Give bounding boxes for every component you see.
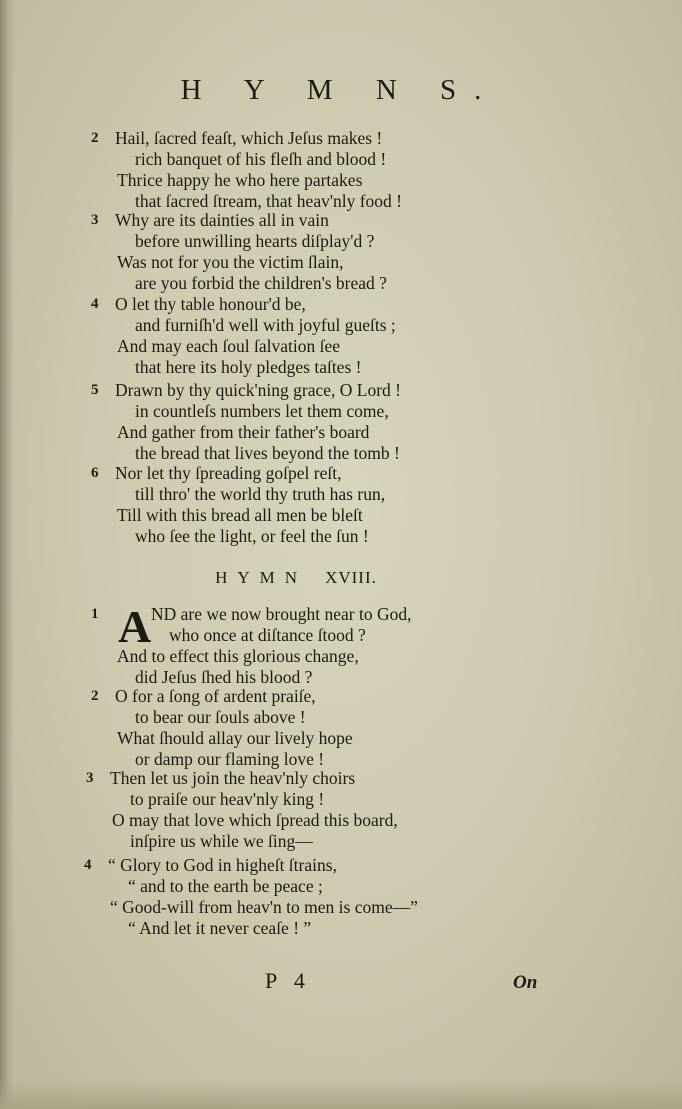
stanza-number: 2: [91, 688, 99, 704]
verse-line: or damp our flaming love !: [135, 749, 325, 769]
verse-line: [91, 463, 385, 484]
stanza: [91, 686, 353, 770]
running-title: H Y M N S.: [180, 74, 500, 106]
verse-line: rich banquet of his fleſh and blood !: [135, 149, 387, 169]
stanza-number: 3: [91, 212, 99, 228]
verse-line: and furniſh'd well with joyful gueſts ;: [135, 315, 396, 335]
verse-line-text: Nor let thy ſpreading goſpel reſt,: [115, 463, 342, 483]
verse-line: Thrice happy he who here partakes: [117, 170, 363, 190]
verse-line: to praiſe our heav'nly king !: [130, 789, 325, 809]
verse-line: What ſhould allay our lively hope: [117, 728, 353, 748]
stanza-number: 6: [91, 465, 99, 481]
verse-line-text: Why are its dainties all in vain: [115, 210, 329, 230]
verse-line: [91, 604, 412, 625]
verse-line-text: O for a ſong of ardent praiſe,: [115, 686, 316, 706]
hymn-heading-numeral: XVIII.: [325, 568, 377, 587]
stanza: [91, 128, 403, 212]
verse-line-text: ND are we now brought near to God,: [151, 604, 412, 624]
verse-line: And gather from their father's board: [117, 422, 370, 442]
stanza: [91, 463, 386, 547]
stanza-number: 2: [91, 130, 99, 146]
verse-line: who ſee the light, or feel the ſun !: [135, 526, 369, 546]
verse-line: before unwilling hearts diſplay'd ?: [135, 231, 375, 251]
verse-line: O may that love which ſpread this board,: [112, 810, 398, 830]
stanza: [86, 768, 398, 852]
verse-line-text: Hail, ſacred feaſt, which Jeſus makes !: [115, 128, 383, 148]
verse-line: [91, 128, 402, 149]
drop-cap: A: [118, 601, 152, 652]
stanza: [91, 294, 396, 378]
verse-line-text: Then let us join the heav'nly choirs: [110, 768, 356, 788]
verse-line: [86, 768, 398, 789]
verse-line: till thro' the world thy truth has run,: [135, 484, 386, 504]
verse-line: who once at diſtance ſtood ?: [169, 625, 366, 645]
signature-mark: P 4: [265, 968, 311, 993]
verse-line: [84, 855, 418, 876]
verse-line-text: Drawn by thy quick'ning grace, O Lord !: [115, 380, 401, 400]
verse-line: Was not for you the victim ſlain,: [117, 252, 344, 272]
verse-line: inſpire us while we ſing—: [130, 831, 313, 851]
verse-line: are you forbid the children's bread ?: [135, 273, 387, 293]
verse-line: did Jeſus ſhed his blood ?: [135, 667, 313, 687]
verse-line: to bear our ſouls above !: [135, 707, 306, 727]
verse-line: “ and to the earth be peace ;: [128, 876, 323, 896]
hymn-heading-word: HYMN: [215, 568, 308, 587]
stanza-number: 4: [84, 857, 92, 873]
stanza-number: 3: [86, 770, 94, 786]
stanza: [91, 210, 387, 294]
stanza: [84, 855, 418, 939]
verse-line: And to effect this glorious change,: [117, 646, 359, 666]
verse-line: [91, 210, 387, 231]
stanza-number: 4: [91, 296, 99, 312]
verse-line: “ Good-will from heav'n to men is come—”: [110, 897, 418, 917]
verse-line-text: O let thy table honour'd be,: [115, 294, 306, 314]
verse-line: the bread that lives beyond the tomb !: [135, 443, 400, 463]
page-left-edge-shadow: [0, 0, 14, 1109]
catchword: On: [513, 972, 538, 993]
verse-line: “ And let it never ceaſe ! ”: [128, 918, 312, 938]
verse-line-text: “ Glory to God in higheſt ſtrains,: [108, 855, 337, 875]
verse-line: Till with this bread all men be bleſt: [117, 505, 363, 525]
page-bottom-edge-shadow: [0, 1079, 682, 1109]
stanza-number: 5: [91, 382, 99, 398]
verse-line: that ſacred ſtream, that heav'nly food !: [135, 191, 403, 211]
verse-line: in countleſs numbers let them come,: [135, 401, 389, 421]
verse-line: that here its holy pledges taſtes !: [135, 357, 362, 377]
hymn-heading: [0, 568, 637, 588]
verse-line: [91, 380, 401, 401]
verse-line: [91, 294, 396, 315]
stanza: [91, 601, 412, 688]
stanza-number: 1: [91, 606, 99, 622]
stanza: [91, 380, 401, 464]
verse-line: And may each ſoul ſalvation ſee: [117, 336, 341, 356]
verse-line: [91, 686, 353, 707]
